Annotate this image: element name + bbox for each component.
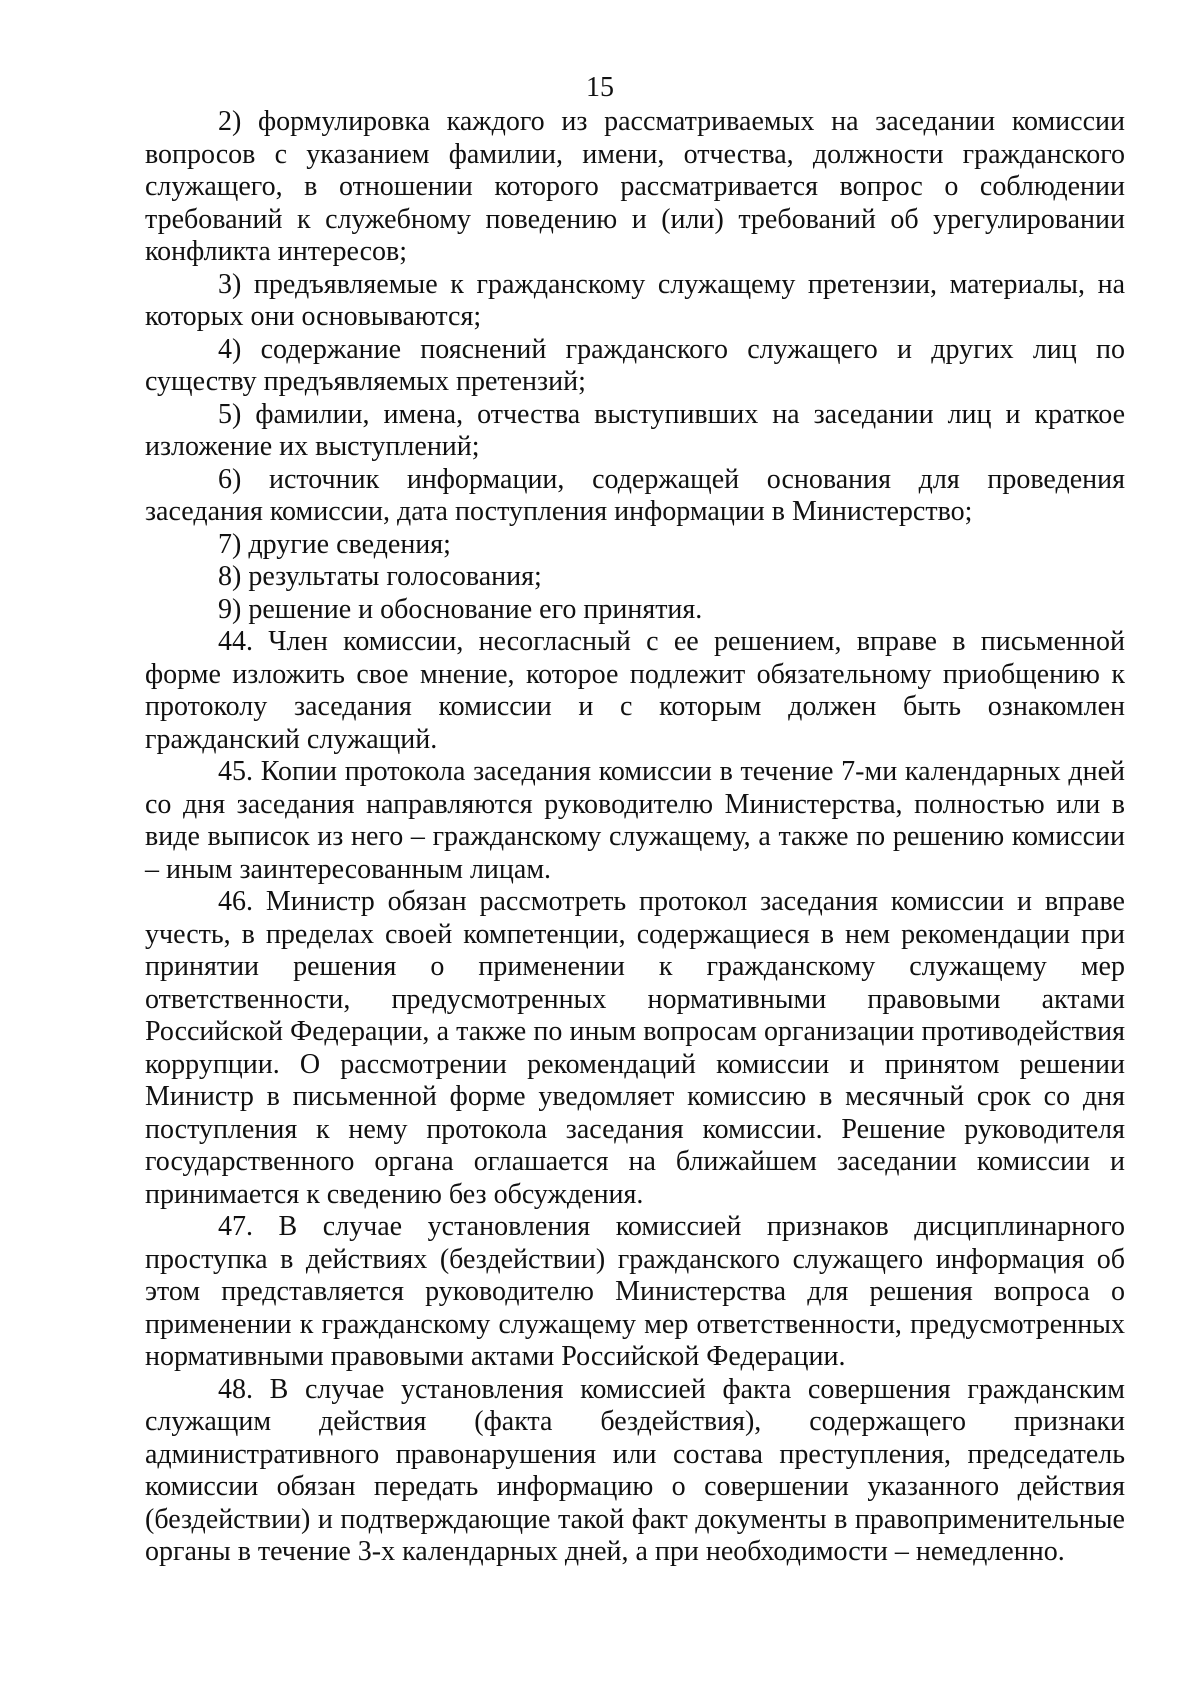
paragraph-item-8: 8) результаты голосования; bbox=[218, 561, 542, 592]
paragraph-clause-44: 44. Член комиссии, несогласный с ее решением, вправе в письменной форме изложить свое мнение, которое подлежит обязательному приобщению к протоколу заседания комиссии и с которым должен быть ознакомлен гражданский служащий. bbox=[145, 626, 1125, 755]
document-body bbox=[145, 106, 1125, 1569]
paragraph-clause-45: 45. Копии протокола заседания комиссии в течение 7-ми календарных дней со дня заседания направляются руководителю Министерства, полностью или в виде выписок из него – гражданскому служащему, а также по решению комиссии – иным заинтересованным лицам. bbox=[145, 756, 1125, 885]
paragraph-item-3: 3) предъявляемые к гражданскому служащему претензии, материалы, на которых они основываются; bbox=[145, 268, 1125, 332]
paragraph-clause-47: 47. В случае установления комиссией признаков дисциплинарного проступка в действиях (бездействии) гражданского служащего информация об этом представляется руководителю Министерства для решения вопроса о применении к гражданскому служащему мер ответственности, предусмотренных нормативными правовыми актами Российской Федерации. bbox=[145, 1211, 1125, 1372]
paragraph-item-5: 5) фамилии, имена, отчества выступивших на заседании лиц и краткое изложение их выступлений; bbox=[145, 398, 1125, 462]
paragraph-item-9: 9) решение и обоснование его принятия. bbox=[218, 593, 703, 625]
paragraph-item-2: 2) формулировка каждого из рассматриваемых на заседании комиссии вопросов с указанием фамилии, имени, отчества, должности гражданского служащего, в отношении которого рассматривается вопрос о соблюдении требований к служебному поведению и (или) требований об урегулировании конфликта интересов; bbox=[145, 106, 1125, 267]
paragraph-clause-46: 46. Министр обязан рассмотреть протокол заседания комиссии и вправе учесть, в пределах своей компетенции, содержащиеся в нем рекомендации при принятии решения о применении к гражданскому служащему мер ответственности, предусмотренных нормативными правовыми актами Российской Федерации, а также по иным вопросам организации противодействия коррупции. О рассмотрении рекомендаций комиссии и принятом решении Министр в письменной форме уведомляет комиссию в месячный срок со дня поступления к нему протокола заседания комиссии. Решение руководителя государственного органа оглашается на ближайшем заседании комиссии и принимается к сведению без обсуждения. bbox=[145, 886, 1125, 1210]
paragraph-item-7: 7) другие сведения; bbox=[218, 528, 451, 560]
page-number: 15 bbox=[586, 72, 614, 103]
paragraph-item-4: 4) содержание пояснений гражданского служащего и других лиц по существу предъявляемых претензий; bbox=[145, 333, 1125, 397]
paragraph-clause-48: 48. В случае установления комиссией факта совершения гражданским служащим действия (факта бездействия), содержащего признаки административного правонарушения или состава преступления, председатель комиссии обязан передать информацию о совершении указанного действия (бездействии) и подтверждающие такой факт документы в правоприменительные органы в течение 3-х календарных дней, а при необходимости – немедленно. bbox=[145, 1373, 1125, 1567]
paragraph-item-6: 6) источник информации, содержащей основания для проведения заседания комиссии, дата поступления информации в Министерство; bbox=[145, 463, 1125, 527]
